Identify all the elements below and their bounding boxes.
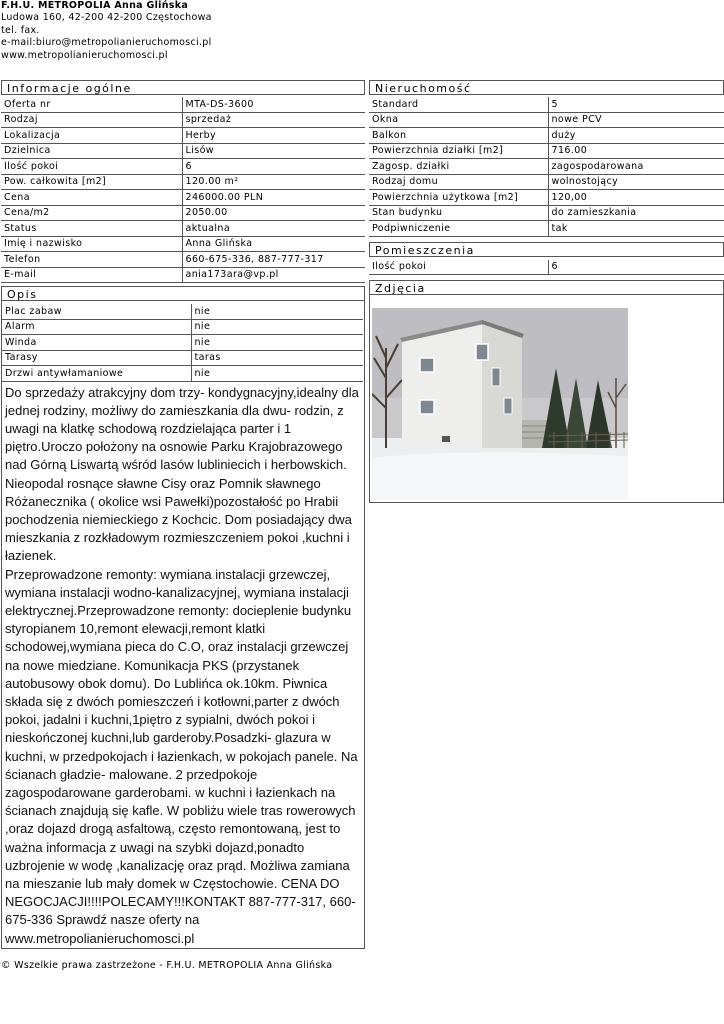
general-info-row	[1, 159, 365, 175]
general-info-label: Lokalizacja	[1, 128, 182, 144]
property-photo[interactable]	[372, 308, 628, 500]
property-label: Rodzaj domu	[369, 174, 548, 190]
general-info-value: sprzedaż	[182, 112, 365, 128]
rooms-value: 6	[548, 260, 724, 275]
general-info-row	[1, 190, 365, 206]
property-row	[369, 190, 724, 206]
section-title-property: Nieruchomość	[369, 80, 724, 95]
opis-value: taras	[191, 350, 363, 366]
property-description	[2, 382, 364, 948]
description-paragraph-2: Przeprowadzone remonty: wymiana instalacji grzewczej, wymiana instalacji wodno-kanalizacyjnej, wymiana instalacji elektrycznej.Przeprowadzone remonty: docieplenie budynku styropianem 10,remont elewacji,remont klatki schodowej,wymiana pieca do C.O, oraz instalacji grzewczej na nowe miedziane. Komunikacja PKS (przystanek autobusowy obok domu). Do Lublińca ok.10km. Piwnica składa się z dwóch pomieszczeń i kotłowni,parter z dwóch pokoi, jadalni i kuchni,1piętro z sypialni, dwóch pokoi i nieskończonej kuchni,lub garderoby.Posadzki- glazura w kuchni, w przedpokojach i łazienkach, w pokojach panele. Na ścianach gładzie- malowane. 2 przedpokoje zagospodarowane garderobami. w kuchni i łazienkach na ścianach znajdują się kafle. W pobliżu wiele tras rowerowych ,oraz dojazd drogą asfaltową, często remontowaną, jest to ważna informacja z uwagi na szybki dojazd,ponadto uzbrojenie w wodę ,kanalizację oraz prąd. Możliwa zamiana na mieszanie lub mały domek w Częstochowie. CENA DO NEGOCJACJI!!!!POLECAMY!!!KONTAKT 887-777-317, 660-675-336 Sprawdź nasze oferty na www.metropolianieruchomosci.pl	[5, 566, 358, 946]
property-row	[369, 143, 724, 159]
opis-label: Drzwi antywłamaniowe	[2, 366, 191, 382]
general-info-label: Telefon	[1, 252, 182, 268]
general-info-label: Rodzaj	[1, 112, 182, 128]
general-info-row	[1, 174, 365, 190]
general-info-label: E-mail	[1, 267, 182, 283]
rooms-table	[369, 260, 724, 276]
rooms-label: Ilość pokoi	[369, 260, 548, 275]
opis-row	[2, 319, 363, 335]
opis-row	[2, 304, 363, 319]
general-info-value: 120.00 m²	[182, 174, 365, 190]
opis-label: Alarm	[2, 319, 191, 335]
section-title-photos: Zdjęcia	[369, 280, 724, 295]
property-label: Zagosp. działki	[369, 159, 548, 175]
description-box	[1, 301, 365, 949]
property-value: 120,00	[548, 190, 724, 206]
opis-row	[2, 335, 363, 351]
opis-label: Tarasy	[2, 350, 191, 366]
general-info-table	[1, 97, 365, 283]
general-info-value: 2050.00	[182, 205, 365, 221]
section-title-opis: Opis	[1, 286, 365, 301]
general-info-row	[1, 205, 365, 221]
general-info-label: Imię i nazwisko	[1, 236, 182, 252]
general-info-value: 246000.00 PLN	[182, 190, 365, 206]
section-title-rooms: Pomieszczenia	[369, 242, 724, 257]
opis-value: nie	[191, 304, 363, 319]
general-info-value: MTA-DS-3600	[182, 97, 365, 112]
property-value: 716.00	[548, 143, 724, 159]
general-info-row	[1, 128, 365, 144]
general-info-value: 660-675-336, 887-777-317	[182, 252, 365, 268]
property-value: wolnostojący	[548, 174, 724, 190]
property-table	[369, 97, 724, 237]
opis-value: nie	[191, 319, 363, 335]
property-value: zagospodarowana	[548, 159, 724, 175]
general-info-label: Cena/m2	[1, 205, 182, 221]
agency-header	[1, 0, 212, 62]
general-info-value: aktualna	[182, 221, 365, 237]
general-info-value: Lisów	[182, 143, 365, 159]
property-value: duży	[548, 128, 724, 144]
property-value: do zamieszkania	[548, 205, 724, 221]
general-info-label: Cena	[1, 190, 182, 206]
company-address: Ludowa 160, 42-200 42-200 Częstochowa	[1, 12, 212, 24]
property-value: tak	[548, 221, 724, 237]
general-info-label: Status	[1, 221, 182, 237]
opis-table	[2, 304, 363, 382]
section-title-general: Informacje ogólne	[1, 80, 365, 95]
rooms-row	[369, 260, 724, 275]
property-row	[369, 159, 724, 175]
general-info-row	[1, 267, 365, 283]
general-info-value: Anna Glińska	[182, 236, 365, 252]
property-row	[369, 221, 724, 237]
opis-row	[2, 366, 363, 382]
left-column	[1, 80, 365, 949]
general-info-value: 6	[182, 159, 365, 175]
property-label: Powierzchnia działki [m2]	[369, 143, 548, 159]
general-info-row	[1, 236, 365, 252]
property-label: Podpiwniczenie	[369, 221, 548, 237]
general-info-row	[1, 221, 365, 237]
property-row	[369, 205, 724, 221]
property-row	[369, 128, 724, 144]
property-row	[369, 112, 724, 128]
company-name: F.H.U. METROPOLIA Anna Glińska	[1, 0, 189, 11]
general-info-row	[1, 97, 365, 112]
general-info-row	[1, 112, 365, 128]
property-label: Standard	[369, 97, 548, 112]
property-label: Stan budynku	[369, 205, 548, 221]
general-info-value: ania173ara@vp.pl	[182, 267, 365, 283]
general-info-row	[1, 252, 365, 268]
property-label: Okna	[369, 112, 548, 128]
general-info-value: Herby	[182, 128, 365, 144]
property-row	[369, 174, 724, 190]
company-website: www.metropolianieruchomosci.pl	[1, 49, 168, 61]
general-info-label: Dzielnica	[1, 143, 182, 159]
opis-label: Winda	[2, 335, 191, 351]
property-label: Powierzchnia użytkowa [m2]	[369, 190, 548, 206]
general-info-row	[1, 143, 365, 159]
general-info-label: Oferta nr	[1, 97, 182, 112]
company-fax: tel. fax.	[1, 24, 40, 36]
property-row	[369, 97, 724, 112]
company-email: e-mail:biuro@metropolianieruchomosci.pl	[1, 37, 212, 49]
property-label: Balkon	[369, 128, 548, 144]
opis-row	[2, 350, 363, 366]
opis-value: nie	[191, 335, 363, 351]
general-info-label: Ilość pokoi	[1, 159, 182, 175]
copyright-footer: © Wszelkie prawa zastrzeżone - F.H.U. METROPOLIA Anna Glińska	[1, 960, 333, 971]
description-paragraph-1: Do sprzedaży atrakcyjny dom trzy- kondygnacyjny,idealny dla jednej rodziny, możliwy do zamieszkania dla dwu- rodzin, z uwagi na klatkę schodową rozdzielająca parter i 1 piętro.Uroczo położony na osnowie Parku Krajobrazowego nad Górną Liswartą wśród lasów lubliniecich i herbowskich. Nieopodal rosnące sławne Cisy oraz Pomnik sławnego Różanecznika ( okolice wsi Pawełki)pozostałość po Hrabii pochodzenia niemieckiego z Kochcic. Dom posiadający dwa mieszkania z rozkładowym rozmieszczeniem pokoi ,kuchni i łazienek.	[5, 384, 359, 564]
property-value: nowe PCV	[548, 112, 724, 128]
opis-label: Plac zabaw	[2, 304, 191, 319]
opis-value: nie	[191, 366, 363, 382]
general-info-label: Pow. całkowita [m2]	[1, 174, 182, 190]
property-value: 5	[548, 97, 724, 112]
